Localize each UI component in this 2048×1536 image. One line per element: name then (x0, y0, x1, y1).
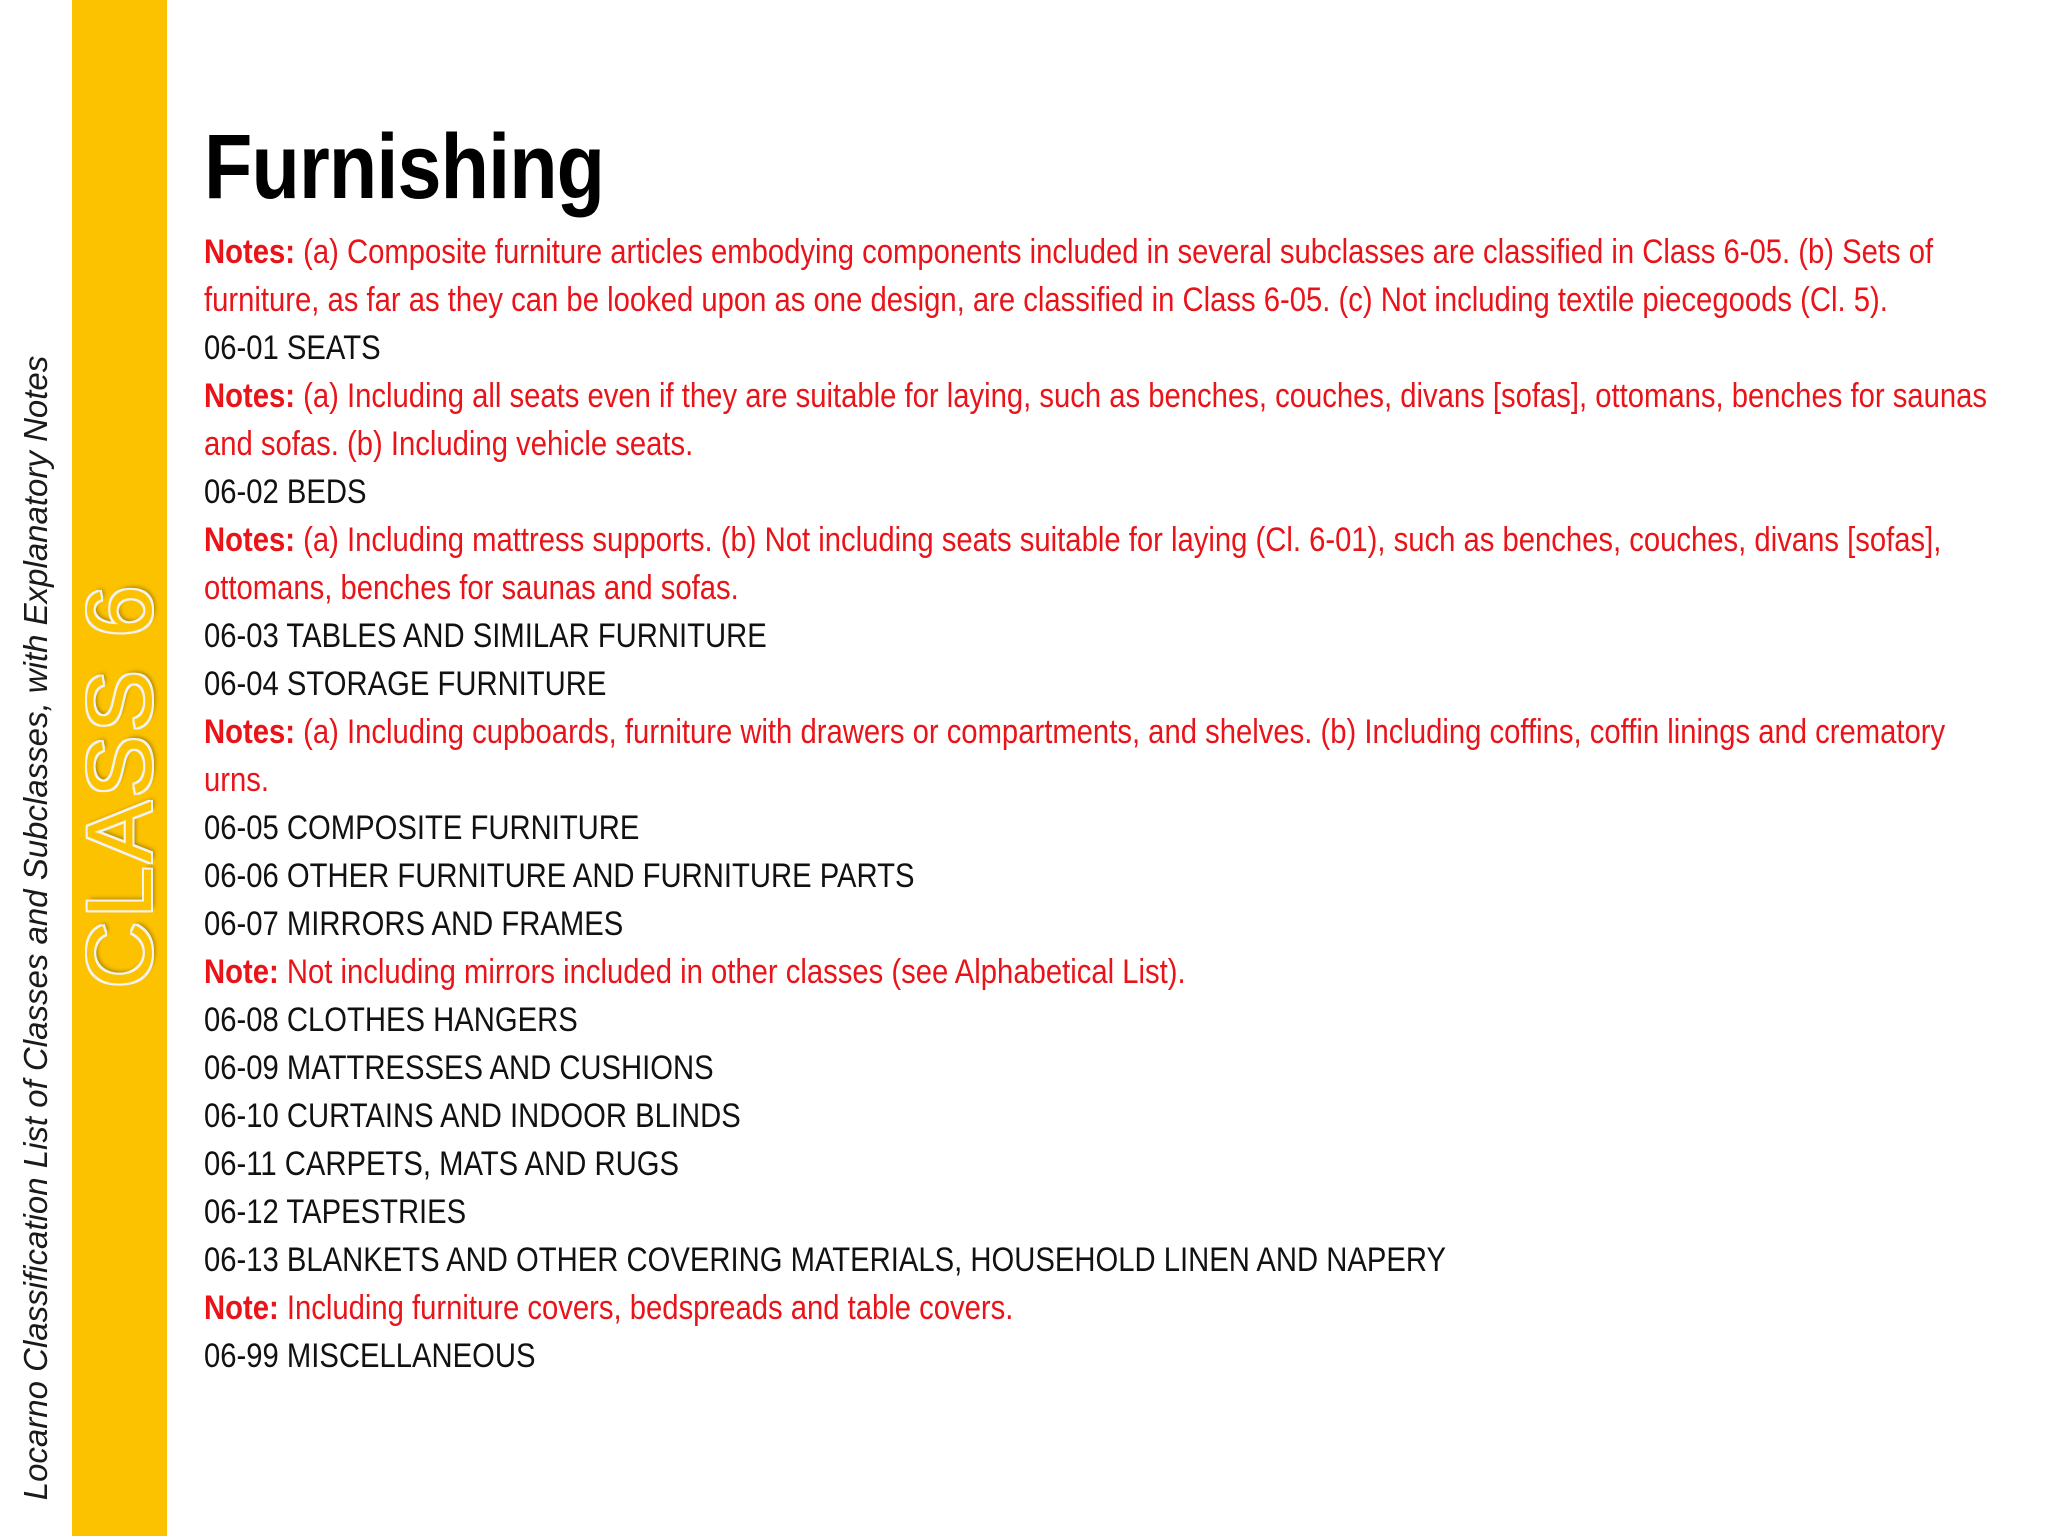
subclass-heading: 06-03 TABLES AND SIMILAR FURNITURE (204, 617, 767, 655)
subclass-heading: 06-09 MATTRESSES AND CUSHIONS (204, 1049, 714, 1087)
explanatory-note (204, 1284, 2004, 1332)
explanatory-note (204, 708, 2004, 804)
subclass-heading: 06-05 COMPOSITE FURNITURE (204, 809, 640, 847)
explanatory-note (204, 372, 2004, 468)
note-label: Notes: (204, 377, 295, 415)
subclass-heading: 06-04 STORAGE FURNITURE (204, 665, 607, 703)
note-text: (a) Including all seats even if they are suitable for laying, such as benches, couches, divans [sofas], ottomans, benches for saunas and sofas. (b) Including vehicle seats. (204, 377, 1987, 463)
page-title: Furnishing (204, 116, 605, 218)
subclass-heading: 06-01 SEATS (204, 329, 381, 367)
note-label: Notes: (204, 233, 295, 271)
subclass-heading: 06-13 BLANKETS AND OTHER COVERING MATERIALS, HOUSEHOLD LINEN AND NAPERY (204, 1241, 1446, 1279)
note-label: Note: (204, 1289, 279, 1327)
class-label: CLASS 6 (69, 581, 171, 989)
subclass-heading: 06-08 CLOTHES HANGERS (204, 1001, 578, 1039)
note-label: Note: (204, 953, 279, 991)
subclass-heading: 06-02 BEDS (204, 473, 367, 511)
explanatory-note (204, 516, 2004, 612)
explanatory-note (204, 948, 2004, 996)
subclass-heading: 06-07 MIRRORS AND FRAMES (204, 905, 624, 943)
subclass-heading: 06-12 TAPESTRIES (204, 1193, 467, 1231)
side-caption: Locarno Classification List of Classes and Subclasses, with Explanatory Notes (17, 355, 54, 1501)
note-text: (a) Including cupboards, furniture with drawers or compartments, and shelves. (b) Including coffins, coffin linings and crematory urns. (204, 713, 1946, 799)
subclass-list (204, 228, 2004, 1380)
subclass-heading: 06-06 OTHER FURNITURE AND FURNITURE PARTS (204, 857, 915, 895)
note-text: (a) Including mattress supports. (b) Not including seats suitable for laying (Cl. 6-01), such as benches, couches, divans [sofas], ottomans, benches for saunas and sofas. (204, 521, 1942, 607)
explanatory-note (204, 228, 2004, 324)
main-content (204, 112, 2004, 1380)
note-text: Not including mirrors included in other classes (see Alphabetical List). (278, 953, 1186, 991)
subclass-heading: 06-11 CARPETS, MATS AND RUGS (204, 1145, 680, 1183)
note-label: Notes: (204, 521, 295, 559)
note-text: (a) Composite furniture articles embodying components included in several subclasses are classified in Class 6-05. (b) Sets of furniture, as far as they can be looked upon as one design, are classified in Class 6-05. (c) Not including textile piecegoods (Cl. 5). (204, 233, 1934, 319)
note-text: Including furniture covers, bedspreads and table covers. (278, 1289, 1014, 1327)
note-label: Notes: (204, 713, 295, 751)
subclass-heading: 06-99 MISCELLANEOUS (204, 1337, 536, 1375)
subclass-heading: 06-10 CURTAINS AND INDOOR BLINDS (204, 1097, 741, 1135)
